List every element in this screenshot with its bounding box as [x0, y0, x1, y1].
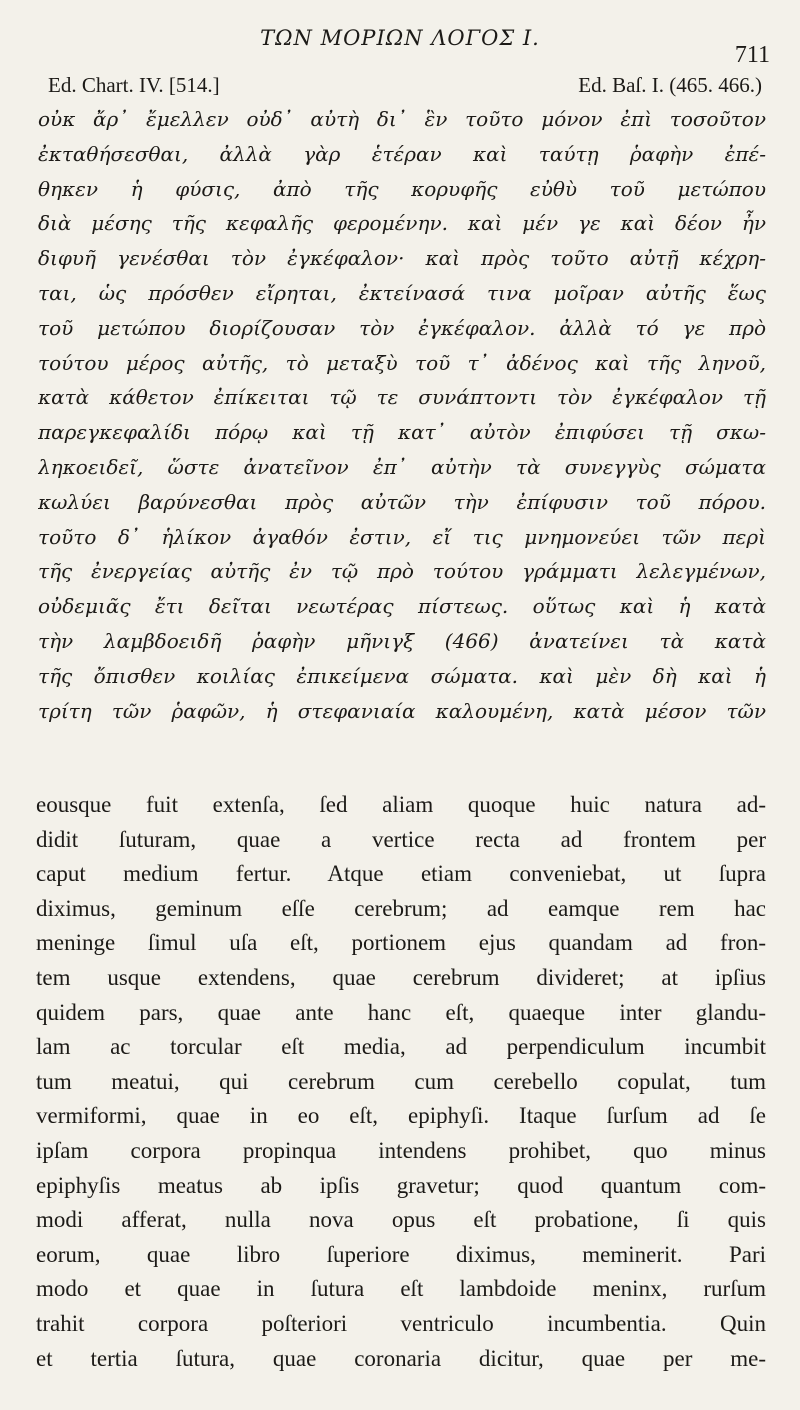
greek-text-line: τῆς ἐνεργείας αὐτῆς ἐν τῷ πρὸ τούτου γράμματι λελεγμένων,	[38, 559, 766, 584]
latin-text-line: vermiformi, quae in eo eſt, epiphyſi. Itaque ſurſum ad ſe	[36, 1103, 766, 1129]
greek-text-line: τὴν λαμβδοειδῆ ῥαφὴν μῆνιγξ (466) ἀνατείνει τὰ κατὰ	[38, 628, 766, 653]
greek-text-line: τρίτη τῶν ῥαφῶν, ἡ στεφανιαία καλουμένη, κατὰ μέσον τῶν	[38, 698, 766, 723]
latin-text-line: tem usque extendens, quae cerebrum divideret; at ipſius	[36, 964, 766, 990]
greek-text-line: διφυῆ γενέσθαι τὸν ἐγκέφαλον· καὶ πρὸς τοῦτο αὐτῇ κέχρη-	[38, 246, 766, 271]
edition-reference-chart: Ed. Chart. IV. [514.]	[48, 73, 220, 97]
latin-text-line: tum meatui, qui cerebrum cum cerebello copulat, tum	[36, 1068, 766, 1094]
greek-text-line: θηκεν ἡ φύσις, ἀπὸ τῆς κορυφῆς εὐθὺ τοῦ μετώπου	[38, 176, 766, 201]
greek-text-line: παρεγκεφαλίδι πόρῳ καὶ τῇ κατ᾽ αὐτὸν ἐπιφύσει τῇ σκω-	[38, 420, 766, 445]
greek-text-line: οὐδεμιᾶς ἔτι δεῖται νεωτέρας πίστεως. οὕτως καὶ ἡ κατὰ	[38, 594, 766, 619]
edition-reference-basel: Ed. Baſ. I. (465. 466.)	[578, 73, 762, 97]
running-head: ΤΩΝ ΜΟΡΙΩΝ ΛΟΓΟΣ Ι.	[260, 26, 540, 50]
greek-text-line: οὐκ ἄρ᾽ ἔμελλεν οὐδ᾽ αὐτὴ δι᾽ ἓν τοῦτο μόνον ἐπὶ τοσοῦτον	[38, 107, 766, 131]
greek-text-line: κωλύει βαρύνεσθαι πρὸς αὐτῶν τὴν ἐπίφυσιν τοῦ πόρου.	[38, 489, 766, 514]
page-number: 711	[734, 42, 770, 68]
latin-text-line: modo et quae in ſutura eſt lambdoide meninx, rurſum	[36, 1276, 766, 1302]
greek-text-line: τῆς ὄπισθεν κοιλίας ἐπικείμενα σώματα. καὶ μὲν δὴ καὶ ἡ	[38, 663, 766, 688]
latin-text-line: trahit corpora poſteriori ventriculo incumbentia. Quin	[36, 1310, 766, 1336]
latin-text-line: caput medium fertur. Atque etiam conveniebat, ut ſupra	[36, 861, 766, 887]
greek-text-line: ται, ὡς πρόσθεν εἴρηται, ἐκτείνασά τινα μοῖραν αὐτῆς ἕως	[38, 280, 766, 305]
latin-text-line: didit ſuturam, quae a vertice recta ad frontem per	[36, 826, 766, 852]
greek-text-line: τούτου μέρος αὐτῆς, τὸ μεταξὺ τοῦ τ᾽ ἀδένος καὶ τῆς ληνοῦ,	[38, 350, 766, 375]
latin-text-line: ipſam corpora propinqua intendens prohibet, quo minus	[36, 1137, 766, 1163]
latin-text-line: modi afferat, nulla nova opus eſt probatione, ſi quis	[36, 1207, 766, 1233]
latin-text-line: eousque fuit extenſa, ſed aliam quoque huic natura ad-	[36, 792, 766, 817]
greek-text-block	[38, 102, 766, 728]
latin-text-line: quidem pars, quae ante hanc eſt, quaeque inter glandu-	[36, 999, 766, 1025]
latin-text-line: eorum, quae libro ſuperiore diximus, meminerit. Pari	[36, 1241, 766, 1267]
latin-text-line: et tertia ſutura, quae coronaria dicitur, quae per me-	[36, 1345, 766, 1371]
greek-text-line: ἐκταθήσεσθαι, ἀλλὰ γὰρ ἑτέραν καὶ ταύτῃ ῥαφὴν ἐπέ-	[38, 141, 766, 166]
latin-text-line: lam ac torcular eſt media, ad perpendiculum incumbit	[36, 1034, 766, 1060]
greek-text-line: τοῦτο δ᾽ ἡλίκον ἀγαθόν ἐστιν, εἴ τις μνημονεύει τῶν περὶ	[38, 524, 766, 549]
greek-text-line: τοῦ μετώπου διορίζουσαν τὸν ἐγκέφαλον. ἀλλὰ τό γε πρὸ	[38, 315, 766, 340]
latin-text-line: epiphyſis meatus ab ipſis gravetur; quod quantum com-	[36, 1172, 766, 1198]
greek-text-line: ληκοειδεῖ, ὥστε ἀνατεῖνον ἐπ᾽ αὐτὴν τὰ συνεγγὺς σώματα	[38, 454, 766, 479]
greek-text-line: διὰ μέσης τῆς κεφαλῆς φερομένην. καὶ μέν γε καὶ δέον ἦν	[38, 211, 766, 236]
latin-text-line: diximus, geminum eſſe cerebrum; ad eamque rem hac	[36, 895, 766, 921]
latin-text-block	[36, 788, 766, 1376]
latin-text-line: meninge ſimul uſa eſt, portionem ejus quandam ad fron-	[36, 930, 766, 956]
greek-text-line: κατὰ κάθετον ἐπίκειται τῷ τε συνάπτοντι τὸν ἐγκέφαλον τῇ	[38, 385, 766, 410]
